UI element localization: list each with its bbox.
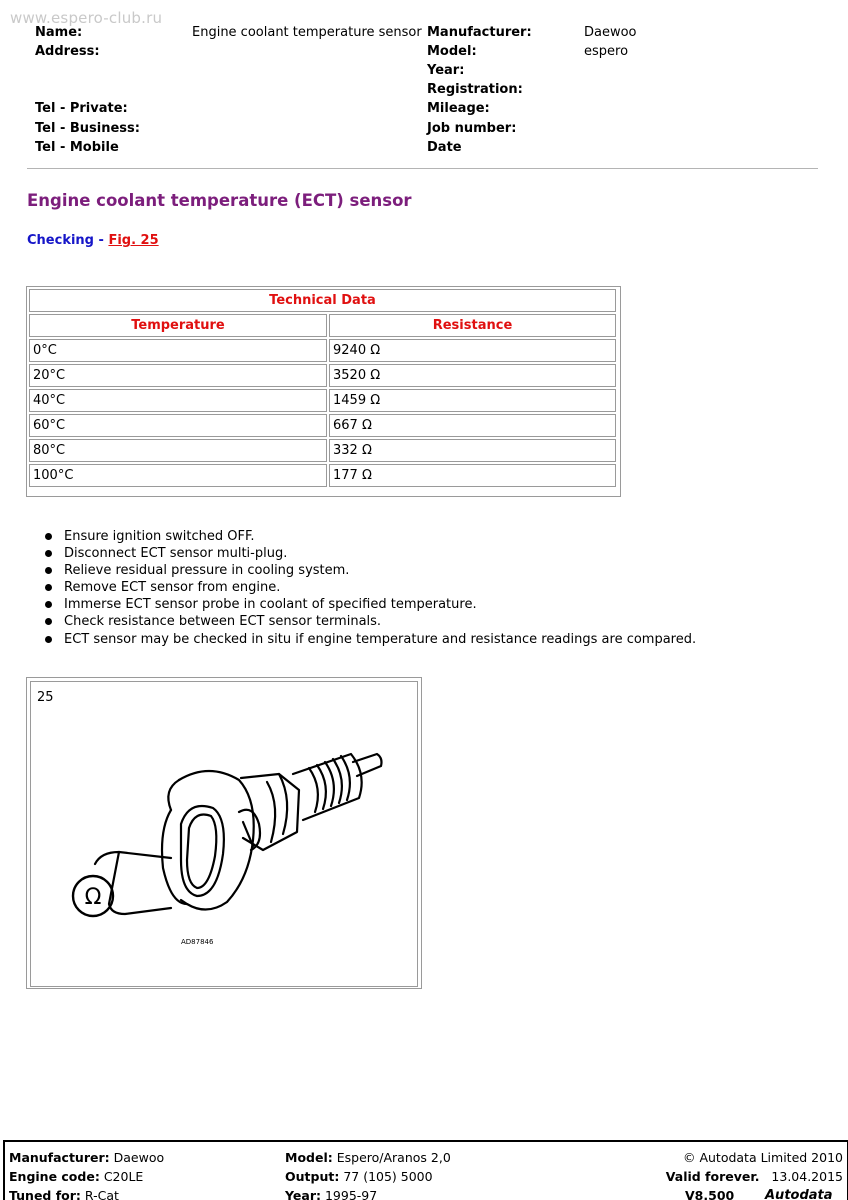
temperature-cell: 40°C (29, 389, 327, 412)
list-item (45, 528, 696, 545)
step-text: Disconnect ECT sensor multi-plug. (64, 546, 288, 562)
step-text: ECT sensor may be checked in situ if engine temperature and resistance readings are compared. (64, 631, 697, 647)
name-label: Name: (35, 25, 83, 40)
table-row (29, 364, 616, 387)
temperature-cell: 60°C (29, 414, 327, 437)
bullet-icon (45, 618, 52, 625)
bullet-icon (45, 567, 52, 574)
list-item (45, 596, 696, 613)
footer-valid-label: Valid forever. (665, 1169, 760, 1184)
figure-code: AD87846 (181, 938, 214, 946)
model-value: espero (584, 44, 629, 59)
tel-private-label: Tel - Private: (35, 101, 128, 116)
list-item (45, 562, 696, 579)
footer-model-label: Model: (285, 1150, 333, 1165)
temperature-cell: 0°C (29, 339, 327, 362)
footer-tuned-for-label: Tuned for: (9, 1188, 81, 1200)
watermark: www.espero-club.ru (10, 9, 163, 27)
ohmmeter-symbol: Ω (84, 885, 102, 910)
step-text: Remove ECT sensor from engine. (64, 580, 281, 596)
footer-engine-code-label: Engine code: (9, 1169, 100, 1184)
year-label: Year: (427, 63, 465, 78)
registration-label: Registration: (427, 82, 523, 97)
table-caption: Technical Data (29, 289, 616, 312)
list-item (45, 545, 696, 562)
figure-number: 25 (37, 690, 54, 705)
bullet-icon (45, 601, 52, 608)
resistance-cell: 667 Ω (329, 414, 616, 437)
mileage-label: Mileage: (427, 101, 490, 116)
table-row (29, 414, 616, 437)
technical-data-table (26, 286, 621, 497)
footer-year-label: Year: (285, 1188, 321, 1200)
temperature-cell: 100°C (29, 464, 327, 487)
bullet-icon (45, 584, 52, 591)
date-label: Date (427, 140, 462, 155)
figure-frame (30, 681, 418, 987)
footer-model-value: Espero/Aranos 2,0 (336, 1150, 451, 1165)
address-label: Address: (35, 44, 100, 59)
manufacturer-value: Daewoo (584, 25, 637, 40)
footer-copyright: © Autodata Limited 2010 (682, 1150, 843, 1165)
list-item (45, 631, 696, 648)
footer-year-value: 1995-97 (324, 1188, 378, 1200)
checking-heading (27, 233, 159, 248)
table-row (29, 339, 616, 362)
temperature-cell: 80°C (29, 439, 327, 462)
bullet-icon (45, 550, 52, 557)
footer-output-label: Output: (285, 1169, 340, 1184)
table-row (29, 439, 616, 462)
temperature-cell: 20°C (29, 364, 327, 387)
resistance-cell: 3520 Ω (329, 364, 616, 387)
column-header-temperature: Temperature (29, 314, 327, 337)
manufacturer-label: Manufacturer: (427, 25, 532, 40)
step-text: Check resistance between ECT sensor terminals. (64, 614, 382, 630)
step-text: Ensure ignition switched OFF. (64, 529, 255, 544)
step-text: Immerse ECT sensor probe in coolant of specified temperature. (64, 597, 477, 613)
checking-label: Checking - (27, 233, 109, 248)
job-number-label: Job number: (427, 121, 517, 136)
bullet-icon (45, 636, 52, 643)
tel-business-label: Tel - Business: (35, 121, 140, 136)
page-footer (3, 1140, 848, 1200)
ect-sensor-illustration (31, 682, 417, 986)
fig-25-link[interactable]: Fig. 25 (108, 233, 159, 248)
column-header-resistance: Resistance (329, 314, 616, 337)
resistance-cell: 177 Ω (329, 464, 616, 487)
footer-manufacturer-value: Daewoo (113, 1150, 165, 1165)
autodata-logo: Autodata (765, 1188, 833, 1200)
procedure-steps (45, 528, 696, 648)
footer-version: V8.500 (685, 1188, 735, 1200)
name-value: Engine coolant temperature sensor (192, 25, 422, 40)
header-divider (27, 168, 818, 169)
resistance-cell: 9240 Ω (329, 339, 616, 362)
footer-valid-date: 13.04.2015 (771, 1169, 843, 1184)
table-row (29, 464, 616, 487)
table-row (29, 389, 616, 412)
bullet-icon (45, 533, 52, 540)
footer-engine-code-value: C20LE (103, 1169, 144, 1184)
figure-25 (26, 677, 422, 989)
page-title: Engine coolant temperature (ECT) sensor (27, 191, 412, 210)
list-item (45, 579, 696, 596)
footer-tuned-for-value: R-Cat (84, 1188, 119, 1200)
resistance-cell: 1459 Ω (329, 389, 616, 412)
tel-mobile-label: Tel - Mobile (35, 140, 119, 155)
step-text: Relieve residual pressure in cooling system. (64, 563, 350, 579)
model-label: Model: (427, 44, 477, 59)
resistance-cell: 332 Ω (329, 439, 616, 462)
list-item (45, 613, 696, 630)
footer-output-value: 77 (105) 5000 (343, 1169, 433, 1184)
footer-manufacturer-label: Manufacturer: (9, 1150, 110, 1165)
